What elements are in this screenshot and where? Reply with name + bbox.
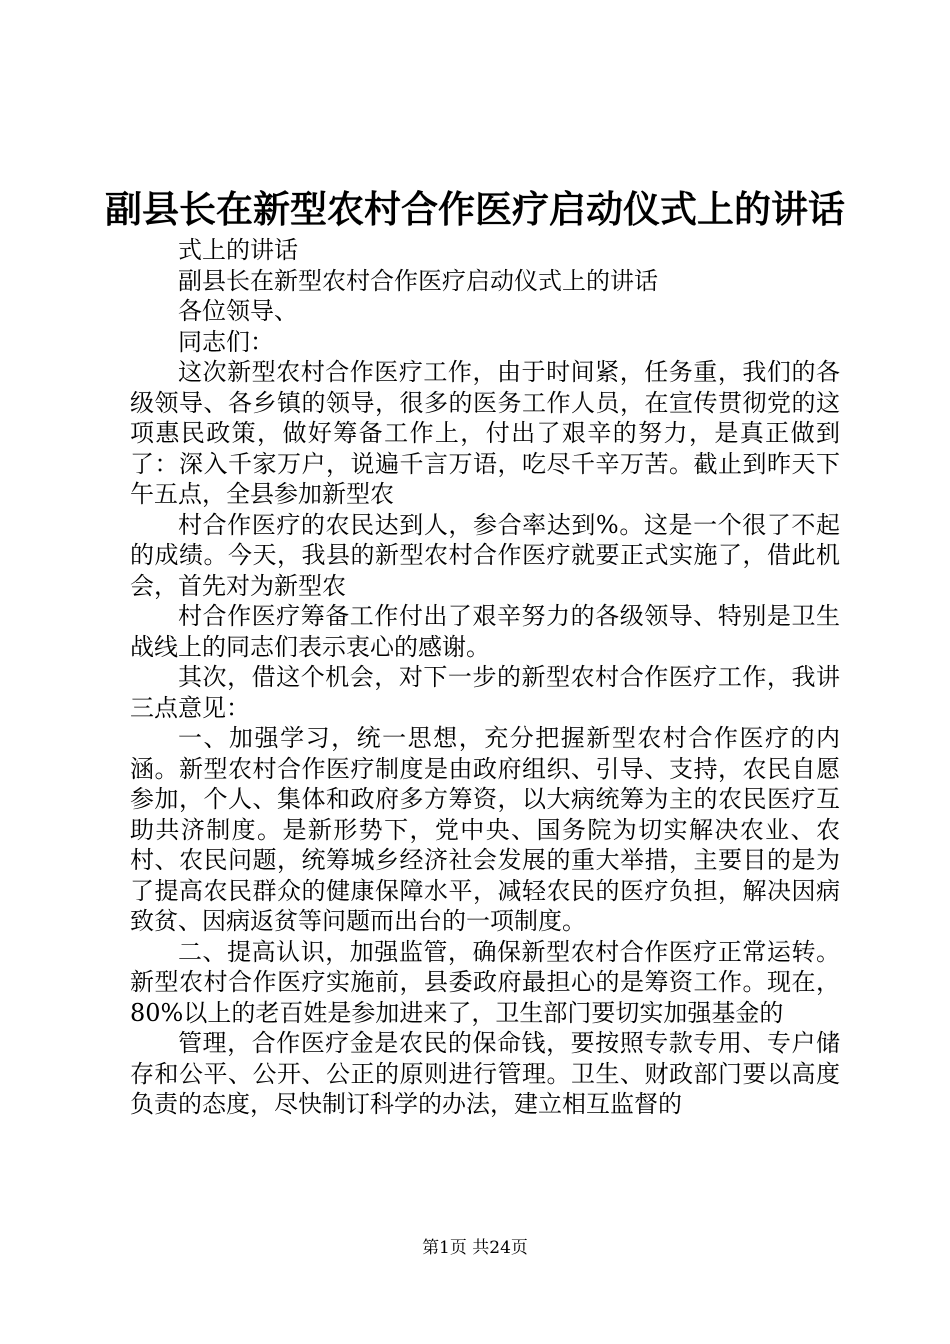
paragraph: 这次新型农村合作医疗工作，由于时间紧，任务重，我们的各级领导、各乡镇的领导，很多的医务工作人员，在宣传贯彻党的这项惠民政策，做好筹备工作上，付出了艰辛的努力，是真正做到了：深入千家万户，说遍千言万语，吃尽千辛万苦。截止到昨天下午五点，全县参加新型农 — [130, 358, 840, 508]
paragraph: 管理，合作医疗金是农民的保命钱，要按照专款专用、专户储存和公平、公开、公正的原则进行管理。卫生、财政部门要以高度负责的态度，尽快制订科学的办法，建立相互监督的 — [130, 1029, 840, 1118]
paragraph: 副县长在新型农村合作医疗启动仪式上的讲话 — [178, 266, 658, 295]
paragraph: 村合作医疗的农民达到人，参合率达到%。这是一个很了不起的成绩。今天，我县的新型农村合作医疗就要正式实施了，借此机会，首先对为新型农 — [130, 510, 840, 600]
paragraph: 同志们： — [178, 327, 274, 356]
document-body — [130, 235, 840, 1120]
paragraph: 一、加强学习，统一思想，充分把握新型农村合作医疗的内涵。新型农村合作医疗制度是由政府组织、引导、支持，农民自愿参加，个人、集体和政府多方筹资，以大病统筹为主的农民医疗互助共济制度。是新形势下，党中央、国务院为切实解决农业、农村、农民问题，统筹城乡经济社会发展的重大举措，主要目的是为了提高农民群众的健康保障水平，减轻农民的医疗负担，解决因病致贫、因病返贫等问题而出台的一项制度。 — [130, 724, 840, 935]
paragraph: 村合作医疗筹备工作付出了艰辛努力的各级领导、特别是卫生战线上的同志们表示衷心的感谢。 — [130, 602, 840, 661]
page-footer: 第1页 共24页 — [422, 1238, 528, 1258]
paragraph: 其次，借这个机会，对下一步的新型农村合作医疗工作，我讲三点意见： — [130, 663, 840, 722]
paragraph: 二、提高认识，加强监管，确保新型农村合作医疗正常运转。新型农村合作医疗实施前，县委政府最担心的是筹资工作。现在，80%以上的老百姓是参加进来了，卫生部门要切实加强基金的 — [130, 937, 840, 1027]
document-title: 副县长在新型农村合作医疗启动仪式上的讲话 — [105, 187, 845, 231]
paragraph: 式上的讲话 — [178, 236, 298, 264]
paragraph: 各位领导、 — [178, 297, 298, 325]
